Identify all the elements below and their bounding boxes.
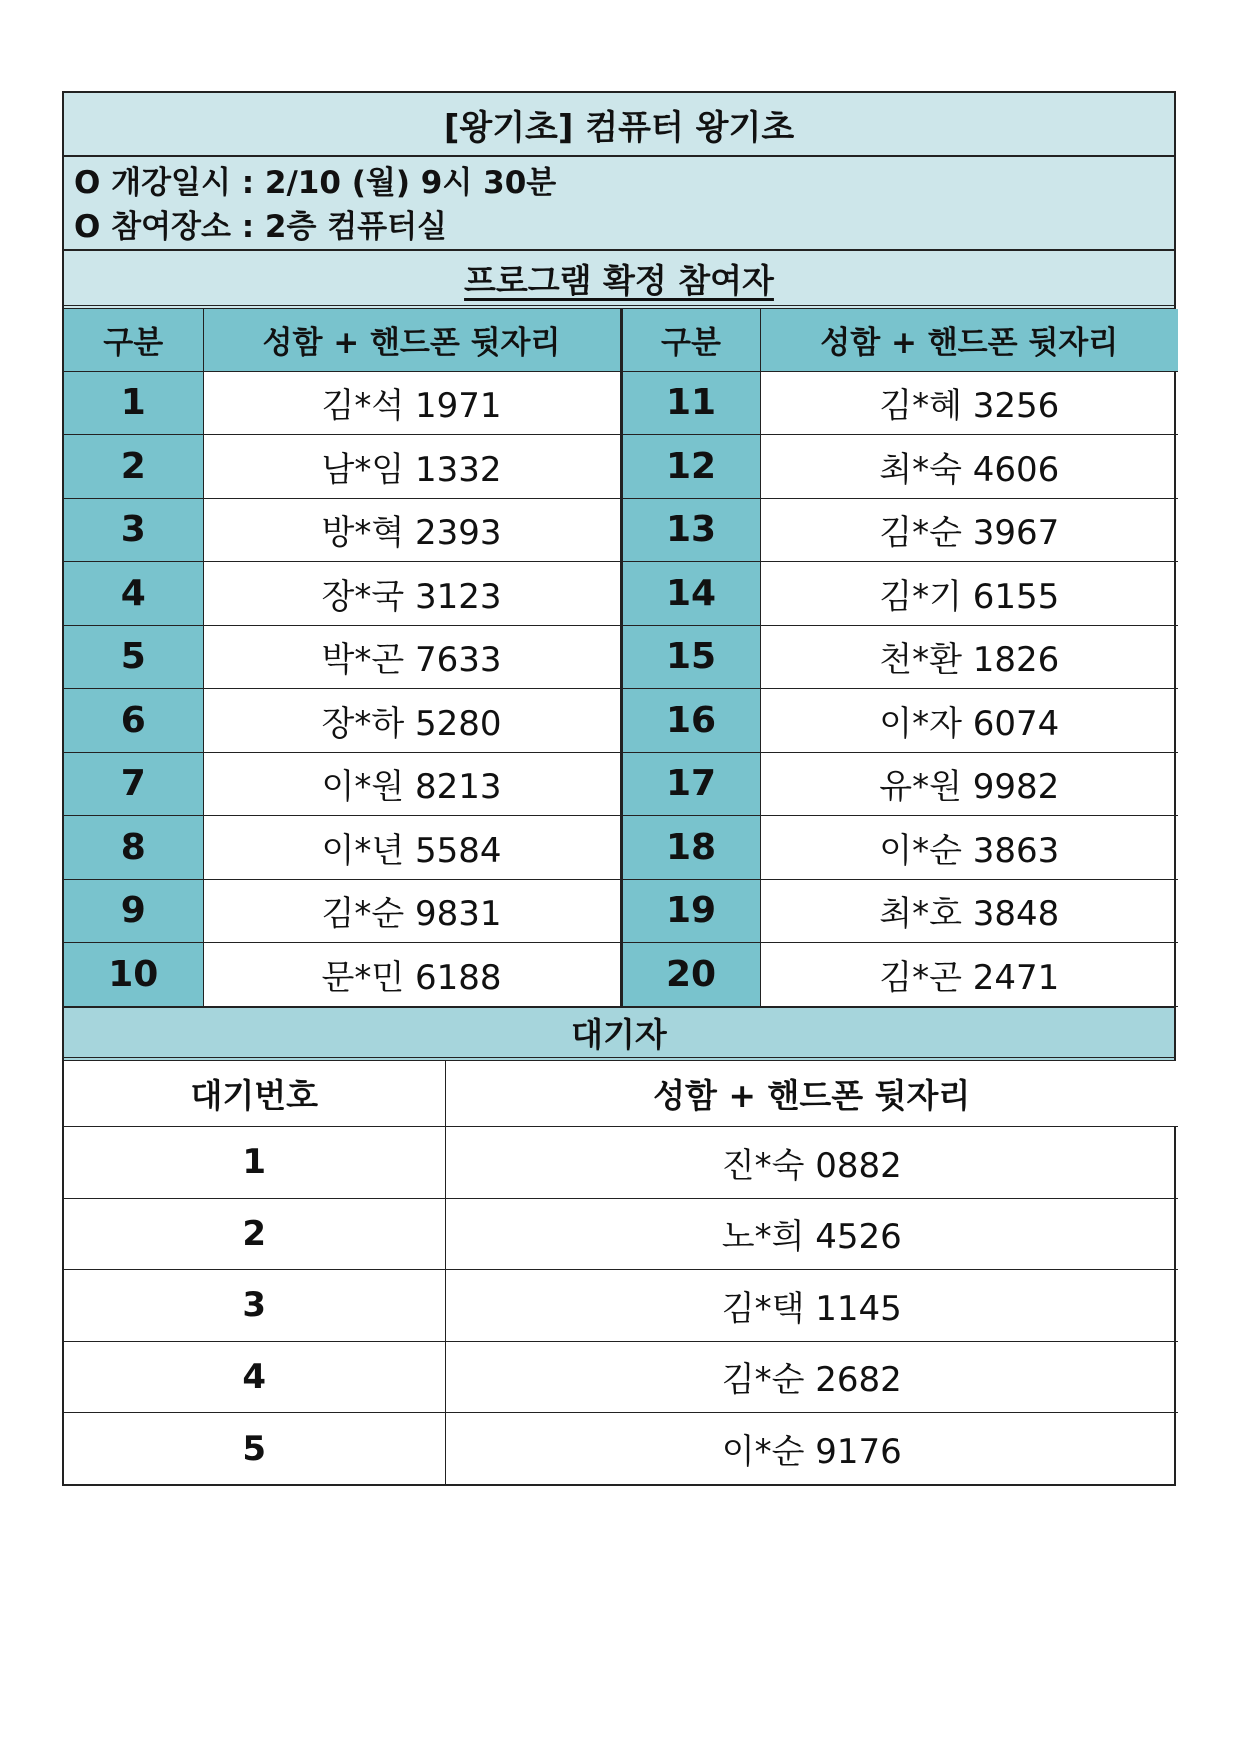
participant-number: 5 bbox=[64, 625, 203, 689]
waitlist-row bbox=[64, 1270, 1178, 1342]
col-header-name: 성함 + 핸드폰 뒷자리 bbox=[203, 309, 621, 371]
participant-row bbox=[64, 625, 1178, 689]
participant-name-phone: 장*국 3123 bbox=[203, 562, 621, 626]
participant-row bbox=[64, 816, 1178, 880]
participant-number: 4 bbox=[64, 562, 203, 626]
participants-table bbox=[64, 309, 1178, 1007]
waitlist-number: 5 bbox=[64, 1413, 445, 1485]
waitlist-number: 3 bbox=[64, 1270, 445, 1342]
participant-number: 3 bbox=[64, 498, 203, 562]
participant-number: 8 bbox=[64, 816, 203, 880]
participant-name-phone: 남*임 1332 bbox=[203, 435, 621, 499]
participant-name-phone: 방*혁 2393 bbox=[203, 498, 621, 562]
participant-row bbox=[64, 879, 1178, 943]
participant-row bbox=[64, 435, 1178, 499]
participant-number: 9 bbox=[64, 879, 203, 943]
participant-number: 20 bbox=[621, 943, 760, 1007]
participant-number: 12 bbox=[621, 435, 760, 499]
waitlist-name-phone: 진*숙 0882 bbox=[445, 1127, 1178, 1199]
info-location: O 참여장소 : 2층 컴퓨터실 bbox=[74, 209, 448, 245]
participant-name-phone: 이*자 6074 bbox=[760, 689, 1178, 753]
participant-number: 10 bbox=[64, 943, 203, 1007]
participant-name-phone: 문*민 6188 bbox=[203, 943, 621, 1007]
participant-row bbox=[64, 562, 1178, 626]
waitlist-row bbox=[64, 1198, 1178, 1270]
participant-name-phone: 김*순 9831 bbox=[203, 879, 621, 943]
waitlist-table bbox=[64, 1061, 1178, 1485]
participant-row bbox=[64, 689, 1178, 753]
waitlist-name-phone: 노*희 4526 bbox=[445, 1198, 1178, 1270]
participant-row bbox=[64, 498, 1178, 562]
waitlist-number: 4 bbox=[64, 1341, 445, 1413]
waitlist-header-row bbox=[64, 1061, 1178, 1127]
participants-heading bbox=[64, 251, 1174, 309]
participant-row bbox=[64, 943, 1178, 1007]
participants-heading-text: 프로그램 확정 참여자 bbox=[464, 260, 774, 300]
participant-number: 17 bbox=[621, 752, 760, 816]
waitlist-number: 2 bbox=[64, 1198, 445, 1270]
participant-name-phone: 천*환 1826 bbox=[760, 625, 1178, 689]
waitlist-row bbox=[64, 1341, 1178, 1413]
participant-name-phone: 김*석 1971 bbox=[203, 371, 621, 435]
participant-name-phone: 이*년 5584 bbox=[203, 816, 621, 880]
participant-number: 19 bbox=[621, 879, 760, 943]
participant-row bbox=[64, 752, 1178, 816]
col-header-wait-name: 성함 + 핸드폰 뒷자리 bbox=[445, 1061, 1178, 1127]
col-header-number: 구분 bbox=[621, 309, 760, 371]
participant-name-phone: 이*순 3863 bbox=[760, 816, 1178, 880]
waitlist-row bbox=[64, 1413, 1178, 1485]
participant-number: 14 bbox=[621, 562, 760, 626]
waitlist-name-phone: 이*순 9176 bbox=[445, 1413, 1178, 1485]
participant-number: 11 bbox=[621, 371, 760, 435]
participant-number: 1 bbox=[64, 371, 203, 435]
participants-header-row bbox=[64, 309, 1178, 371]
participant-number: 16 bbox=[621, 689, 760, 753]
participant-name-phone: 김*순 3967 bbox=[760, 498, 1178, 562]
participant-number: 15 bbox=[621, 625, 760, 689]
participant-row bbox=[64, 371, 1178, 435]
document-title: [왕기초] 컴퓨터 왕기초 bbox=[64, 93, 1174, 157]
participant-name-phone: 김*혜 3256 bbox=[760, 371, 1178, 435]
waitlist-number: 1 bbox=[64, 1127, 445, 1199]
participant-name-phone: 유*원 9982 bbox=[760, 752, 1178, 816]
waitlist-name-phone: 김*순 2682 bbox=[445, 1341, 1178, 1413]
col-header-name: 성함 + 핸드폰 뒷자리 bbox=[760, 309, 1178, 371]
participant-name-phone: 이*원 8213 bbox=[203, 752, 621, 816]
course-info bbox=[64, 157, 1174, 251]
col-header-wait-number: 대기번호 bbox=[64, 1061, 445, 1127]
participant-number: 18 bbox=[621, 816, 760, 880]
participant-number: 2 bbox=[64, 435, 203, 499]
waitlist-heading: 대기자 bbox=[64, 1007, 1174, 1061]
waitlist-row bbox=[64, 1127, 1178, 1199]
participant-number: 13 bbox=[621, 498, 760, 562]
col-header-number: 구분 bbox=[64, 309, 203, 371]
participant-name-phone: 장*하 5280 bbox=[203, 689, 621, 753]
participant-name-phone: 김*기 6155 bbox=[760, 562, 1178, 626]
participant-name-phone: 최*숙 4606 bbox=[760, 435, 1178, 499]
info-schedule: O 개강일시 : 2/10 (월) 9시 30분 bbox=[74, 165, 557, 201]
participant-name-phone: 김*곤 2471 bbox=[760, 943, 1178, 1007]
participant-number: 7 bbox=[64, 752, 203, 816]
participant-number: 6 bbox=[64, 689, 203, 753]
participant-name-phone: 박*곤 7633 bbox=[203, 625, 621, 689]
participant-name-phone: 최*호 3848 bbox=[760, 879, 1178, 943]
waitlist-name-phone: 김*택 1145 bbox=[445, 1270, 1178, 1342]
notice-document bbox=[62, 91, 1176, 1486]
